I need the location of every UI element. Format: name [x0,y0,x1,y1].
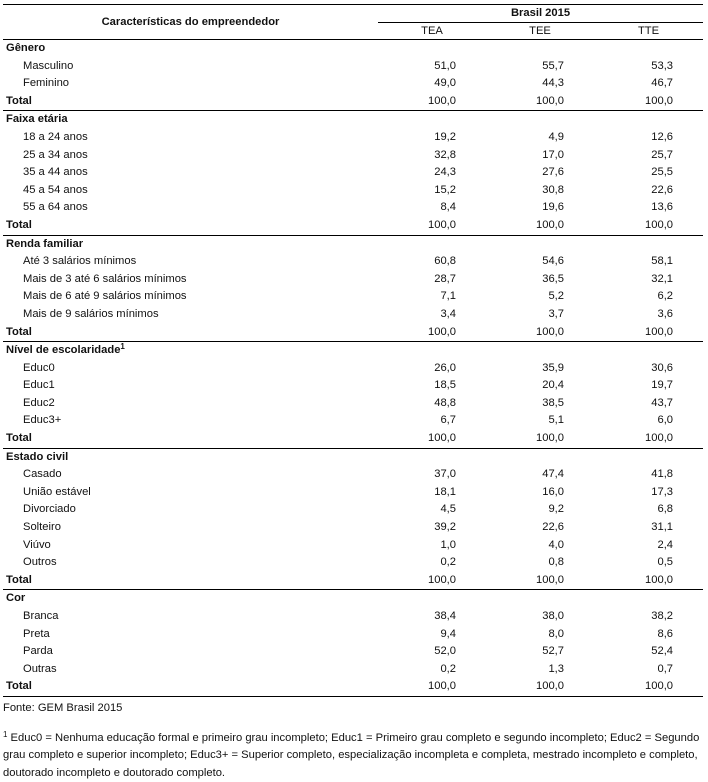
cell-value: 5,1 [548,414,564,427]
table-row [3,253,703,271]
footnote-reference: 1 [120,342,125,352]
cell-value: 39,2 [434,521,456,534]
total-value: 100,0 [594,572,703,590]
cell-value: 27,6 [542,166,564,179]
row-label: Casado [23,468,62,481]
cell-value: 25,7 [651,148,674,161]
table-row [3,395,703,413]
cell-value: 13,6 [651,201,674,214]
footnote [3,730,707,782]
row-label: Feminino [23,77,70,90]
footnote-marker: 1 [3,729,8,739]
cell-value: 36,5 [542,272,564,285]
entrepreneur-characteristics-table [3,4,703,697]
cell-value: 54,6 [542,255,564,268]
total-value: 100,0 [486,324,594,342]
row-label: 25 a 34 anos [23,148,88,161]
row-label: Educ0 [23,361,55,374]
table-row [3,288,703,306]
cell-value: 60,8 [434,255,456,268]
row-label: Divorciado [23,503,76,516]
cell-value: 38,4 [434,610,456,622]
table-row [3,519,703,537]
cell-value: 19,7 [651,379,674,392]
row-label: Até 3 salários mínimos [23,255,137,268]
table-row [3,643,703,661]
cell-value: 37,0 [434,468,456,481]
section-header-row [3,235,703,253]
total-row [3,430,703,448]
cell-value: 24,3 [434,166,456,179]
cell-value: 31,1 [651,521,674,534]
table-row [3,199,703,217]
cell-value: 0,8 [548,556,564,569]
row-label: Branca [23,610,59,622]
cell-value: 18,1 [434,485,456,498]
total-value: 100,0 [594,678,703,696]
row-label: 55 a 64 anos [23,201,88,214]
cell-value: 47,4 [542,468,564,481]
section-title [3,111,703,129]
cell-value: 58,1 [651,255,674,268]
row-label: Educ1 [23,379,55,392]
cell-value: 17,0 [542,148,564,161]
row-label: Masculino [23,59,74,72]
total-value: 100,0 [486,678,594,696]
total-value: 100,0 [378,217,486,235]
section-title-text: Gênero [6,42,46,54]
cell-value: 22,6 [651,183,674,196]
row-label: Mais de 6 até 9 salários mínimos [23,290,187,303]
cell-value: 2,4 [657,538,674,551]
total-row [3,678,703,696]
section-header-row [3,448,703,466]
section-title-text: Renda familiar [6,237,84,250]
cell-value: 5,2 [548,290,564,303]
source-note: Fonte: GEM Brasil 2015 [3,701,123,714]
table-row [3,129,703,147]
section-title [3,235,703,253]
cell-value: 3,7 [548,307,564,320]
table-row [3,58,703,76]
row-label: Mais de 9 salários mínimos [23,307,159,320]
section-header-row [3,342,703,360]
section-header-row [3,40,703,58]
cell-value: 12,6 [651,130,674,143]
total-value: 100,0 [594,217,703,235]
cell-value: 0,2 [440,662,456,675]
cell-value: 4,5 [440,503,456,516]
cell-value: 15,2 [434,183,456,196]
section-header-row [3,111,703,129]
total-value: 100,0 [486,217,594,235]
table-row [3,412,703,430]
section-title-text: Faixa etária [6,113,68,126]
cell-value: 52,7 [542,645,564,658]
cell-value: 0,2 [440,556,456,569]
total-value: 100,0 [594,93,703,111]
total-value: 100,0 [378,572,486,590]
table-body [3,40,703,697]
cell-value: 22,6 [542,521,564,534]
cell-value: 1,3 [548,662,564,675]
table-row [3,360,703,378]
table-row [3,466,703,484]
cell-value: 30,6 [651,361,674,374]
table-row [3,377,703,395]
cell-value: 48,8 [434,396,456,409]
row-label: Preta [23,627,50,640]
table-row [3,484,703,502]
cell-value: 3,6 [657,307,674,320]
footnote-text: Educ0 = Nenhuma educação formal e primeiro grau incompleto; Educ1 = Primeiro grau completo e segundo incompleto; Educ2 = Segundo grau completo e superior incompleto; Educ3+ = Superior completo, especialização incompleta e completa, mestrado incompleto e completo, doutorado incompleto e doutorado completo. [3,731,700,779]
cell-value: 51,0 [434,59,456,72]
section-title [3,448,703,466]
total-value: 100,0 [486,430,594,448]
table-row [3,626,703,644]
cell-value: 8,0 [548,627,564,640]
total-label: Total [3,93,378,111]
cell-value: 6,2 [657,290,674,303]
table-row [3,271,703,289]
cell-value: 4,0 [548,538,564,551]
cell-value: 0,5 [657,556,674,569]
section-title-text: Nível de escolaridade [6,344,121,357]
cell-value: 43,7 [651,396,674,409]
cell-value: 8,4 [440,201,456,214]
table-row [3,306,703,324]
table-row [3,164,703,182]
table-row [3,75,703,93]
total-value: 100,0 [378,93,486,111]
total-row [3,217,703,235]
table-row [3,554,703,572]
cell-value: 0,7 [657,662,674,675]
cell-value: 55,7 [542,59,564,72]
cell-value: 38,5 [542,396,564,409]
total-row [3,324,703,342]
cell-value: 52,0 [434,645,456,658]
cell-value: 26,0 [434,361,456,374]
cell-value: 17,3 [651,485,674,498]
cell-value: 9,4 [440,627,456,640]
cell-value: 18,5 [434,379,456,392]
total-row [3,93,703,111]
cell-value: 16,0 [542,485,564,498]
table-row [3,182,703,200]
section-title [3,590,703,608]
cell-value: 6,8 [657,503,674,516]
cell-value: 41,8 [651,468,674,481]
total-value: 100,0 [378,430,486,448]
cell-value: 32,8 [434,148,456,161]
column-header-tee: TEE [486,22,594,40]
column-header-tte: TTE [594,22,703,40]
row-label: 18 a 24 anos [23,130,88,143]
row-label: 45 a 54 anos [23,183,88,196]
total-value: 100,0 [594,430,703,448]
cell-value: 19,2 [434,130,456,143]
cell-value: 3,4 [440,307,456,320]
total-label: Total [3,324,378,342]
section-title [3,342,703,360]
row-label: Parda [23,645,53,658]
cell-value: 52,4 [651,645,674,658]
cell-value: 35,9 [542,361,564,374]
cell-value: 28,7 [434,272,456,285]
cell-value: 53,3 [651,59,674,72]
cell-value: 8,6 [657,627,674,640]
column-header-tea: TEA [378,22,486,40]
row-label: Viúvo [23,538,51,551]
section-title-text: Cor [6,592,26,605]
table-row [3,501,703,519]
row-label: Educ3+ [23,414,62,427]
section-title [3,40,703,58]
total-label: Total [3,430,378,448]
cell-value: 7,1 [440,290,456,303]
row-label: Educ2 [23,396,55,409]
total-value: 100,0 [594,324,703,342]
cell-value: 19,6 [542,201,564,214]
cell-value: 30,8 [542,183,564,196]
row-label: União estável [23,485,91,498]
cell-value: 38,2 [651,610,674,622]
table-row [3,608,703,626]
cell-value: 4,9 [548,130,564,143]
row-label: 35 a 44 anos [23,166,88,179]
cell-value: 49,0 [434,77,456,90]
table-header-title: Características do empreendedor [3,5,378,40]
cell-value: 44,3 [542,77,564,90]
row-label: Mais de 3 até 6 salários mínimos [23,272,187,285]
cell-value: 46,7 [651,77,674,90]
total-value: 100,0 [378,324,486,342]
cell-value: 1,0 [440,538,456,551]
section-header-row [3,590,703,608]
row-label: Solteiro [23,521,61,534]
cell-value: 9,2 [548,503,564,516]
row-label: Outros [23,556,57,569]
table-header-group: Brasil 2015 [378,5,703,23]
total-value: 100,0 [486,572,594,590]
cell-value: 6,0 [657,414,674,427]
table-row [3,537,703,555]
cell-value: 20,4 [542,379,564,392]
table-row [3,661,703,679]
total-label: Total [3,572,378,590]
cell-value: 32,1 [651,272,674,285]
document [3,4,703,782]
total-label: Total [3,217,378,235]
total-row [3,572,703,590]
cell-value: 6,7 [440,414,456,427]
section-title-text: Estado civil [6,450,69,463]
table-row [3,147,703,165]
total-value: 100,0 [378,678,486,696]
cell-value: 38,0 [542,610,564,622]
row-label: Outras [23,662,57,675]
total-value: 100,0 [486,93,594,111]
cell-value: 25,5 [651,166,674,179]
total-label: Total [3,678,378,696]
